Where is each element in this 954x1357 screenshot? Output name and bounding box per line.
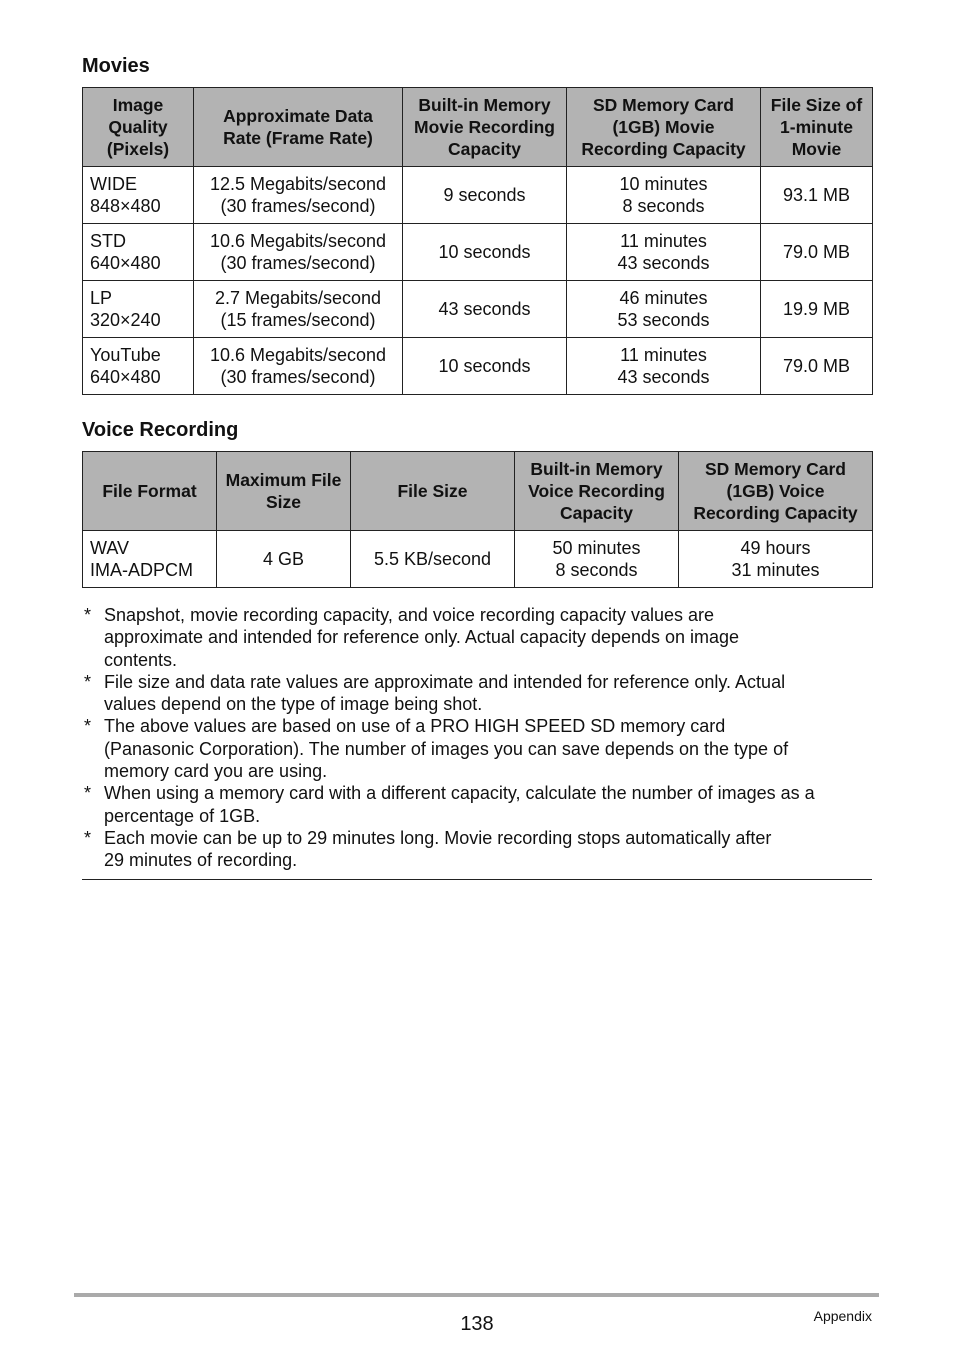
cell-sd: 11 minutes 43 seconds [567,224,761,281]
footer-divider [74,1293,879,1297]
asterisk-marker: * [84,671,92,692]
cell-builtin: 10 seconds [403,224,567,281]
cell-builtin: 50 minutes 8 seconds [515,531,679,588]
cell-quality: STD 640×480 [83,224,194,281]
cell-rate: 10.6 Megabits/second (30 frames/second) [194,224,403,281]
voice-section-title: Voice Recording [82,419,239,441]
cell-builtin: 43 seconds [403,281,567,338]
header-data-rate: Approximate Data Rate (Frame Rate) [194,88,403,167]
cell-size: 19.9 MB [761,281,873,338]
cell-file-size: 5.5 KB/second [351,531,515,588]
movies-header-row [83,88,873,167]
cell-sd: 10 minutes 8 seconds [567,167,761,224]
header-sd-capacity: SD Memory Card (1GB) Movie Recording Capacity [567,88,761,167]
footnotes-list [82,604,872,872]
voice-table [82,451,873,588]
table-row [83,338,873,395]
footnote: * When using a memory card with a different capacity, calculate the number of images as a percentage of 1GB. [84,783,815,826]
cell-rate: 2.7 Megabits/second (15 frames/second) [194,281,403,338]
cell-rate: 10.6 Megabits/second (30 frames/second) [194,338,403,395]
cell-size: 93.1 MB [761,167,873,224]
header-file-size: File Size [351,452,515,531]
footnote: * Each movie can be up to 29 minutes long. Movie recording stops automatically after 29 minutes of recording. [84,827,772,871]
footnote: * File size and data rate values are approximate and intended for reference only. Actual values depend on the type of image being shot. [84,671,786,715]
table-row [83,167,873,224]
cell-rate: 12.5 Megabits/second (30 frames/second) [194,167,403,224]
cell-builtin: 10 seconds [403,338,567,395]
asterisk-marker: * [84,605,92,625]
table-row [83,224,873,281]
header-file-format: File Format [83,452,217,531]
cell-size: 79.0 MB [761,338,873,395]
table-row [83,531,873,588]
header-builtin-capacity: Built-in Memory Voice Recording Capacity [515,452,679,531]
header-file-size: File Size of 1-minute Movie [761,88,873,167]
cell-quality: WIDE 848×480 [83,167,194,224]
cell-sd: 49 hours 31 minutes [679,531,873,588]
cell-quality: YouTube 640×480 [83,338,194,395]
table-row [83,281,873,338]
header-builtin-capacity: Built-in Memory Movie Recording Capacity [403,88,567,167]
footnote: * The above values are based on use of a PRO HIGH SPEED SD memory card (Panasonic Corporation). The number of images you can save depends on the type of memory card you are using. [84,716,789,782]
cell-builtin: 9 seconds [403,167,567,224]
footnote: * Snapshot, movie recording capacity, and voice recording capacity values are approximate and intended for reference only. Actual capacity depends on image contents. [84,605,740,670]
header-max-file-size: Maximum File Size [217,452,351,531]
header-image-quality: Image Quality (Pixels) [83,88,194,167]
asterisk-marker: * [84,827,92,848]
movies-section-title: Movies [82,55,150,77]
cell-sd: 46 minutes 53 seconds [567,281,761,338]
cell-quality: LP 320×240 [83,281,194,338]
header-sd-capacity: SD Memory Card (1GB) Voice Recording Capacity [679,452,873,531]
asterisk-marker: * [84,716,92,737]
section-label: Appendix [813,1308,872,1324]
cell-sd: 11 minutes 43 seconds [567,338,761,395]
page-number: 138 [460,1313,494,1335]
voice-header-row [83,452,873,531]
asterisk-marker: * [84,783,92,804]
cell-format: WAV IMA-ADPCM [83,531,217,588]
cell-size: 79.0 MB [761,224,873,281]
movies-table [82,87,873,395]
cell-max-size: 4 GB [217,531,351,588]
notes-divider [82,879,872,880]
